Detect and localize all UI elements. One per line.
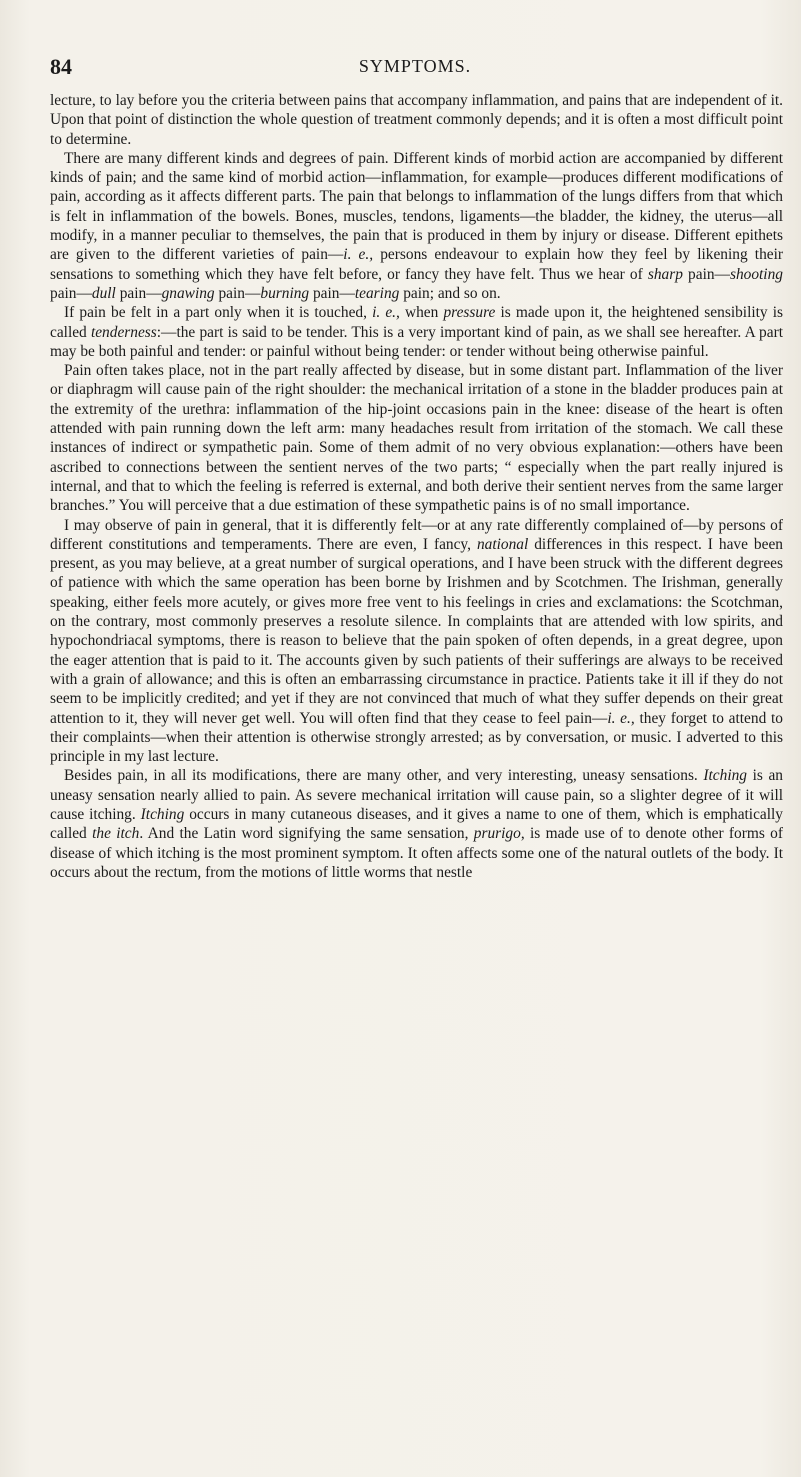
italic-term: i. e., — [607, 709, 635, 727]
italic-term: pressure — [443, 304, 496, 322]
paragraph: If pain be felt in a part only when it is touched, i. e., when pressure is made upon it, the heightened sensibility is called tenderness:—the part is said to be tender. This is a very important kind of pain, as we shall see hereafter. A part may be both painful and tender: or painful without being tender: or tender without being otherwise painful. — [50, 304, 783, 360]
paragraph: There are many different kinds and degrees of pain. Different kinds of morbid action are accompanied by different kinds of pain; and the same kind of morbid action—inflammation, for example—produces different modifications of pain, according as it affects different parts. The pain that belongs to inflammation of the lungs differs from that which is felt in inflammation of the bowels. Bones, muscles, tendons, ligaments—the bladder, the kidney, the uterus—all modify, in a manner peculiar to themselves, the pain that is produced in them by injury or disease. Different epithets are given to the different varieties of pain—i. e., persons endeavour to explain how they feel by likening their sensations to something which they have felt before, or fancy they have felt. Thus we hear of sharp pain—shooting pain—dull pain—gnawing pain—burning pain—tearing pain; and so on. — [50, 149, 784, 302]
italic-term: the itch — [92, 825, 140, 843]
running-title: SYMPTOMS. — [358, 56, 472, 76]
italic-term: gnawing — [161, 284, 215, 302]
italic-term: i. e., — [372, 304, 400, 322]
body-text — [50, 91, 783, 882]
italic-term: dull — [91, 284, 116, 302]
italic-term: national — [476, 535, 529, 553]
italic-term: shooting — [729, 265, 783, 283]
paragraph: I may observe of pain in general, that it is differently felt—or at any rate differently complained of—by persons of different constitutions and temperaments. There are even, I fancy, national differences in this respect. I have been present, as you may believe, at a great number of surgical operations, and I have been struck with the different degrees of patience with which the same operation has been borne by Irishmen and by Scotchmen. The Irishman, generally speaking, either feels more acutely, or gives more free vent to his feelings in cries and exclamations: the Scotchman, on the contrary, most commonly preserves a resolute silence. In complaints that are attended with low spirits, and hypochondriacal symptoms, there is reason to believe that the pain spoken of often depends, in a great degree, upon the eager attention that is paid to it. The accounts given by such patients of their sufferings are always to be received with a grain of allowance; and this is often an embarrassing circumstance in practice. Patients take it ill if they do not seem to be implicitly credited; and yet if they are not convinced that much of what they suffer depends on their great attention to it, they will never get well. You will often find that they cease to feel pain—i. e., they forget to attend to their complaints—when their attention is otherwise strongly arrested; as by conversation, or music. I adverted to this principle in my last lecture. — [50, 516, 783, 766]
italic-term: Itching — [140, 805, 185, 823]
paragraph: Pain often takes place, not in the part really affected by disease, but in some distant part. Inflammation of the liver or diaphragm will cause pain of the right shoulder: the mechanical irritation of a stone in the bladder produces pain at the extremity of the urethra: inflammation of the hip-joint occasions pain in the knee: disease of the heart is often attended with pain running down the left arm: many headaches result from irritation of the stomach. We call these instances of indirect or sympathetic pain. Some of them admit of no very obvious explanation:—others have been ascribed to connections between the sentient nerves of the two parts; “ especially when the part really injured is internal, and that to which the feeling is referred is external, and both derive their sentient nerves from the same larger branches.” You will perceive that a due estimation of these sympathetic pains is of no small importance. — [50, 362, 783, 515]
page-number: 84 — [50, 54, 72, 79]
italic-term: tenderness — [90, 323, 157, 341]
italic-term: Itching — [703, 767, 747, 785]
italic-term: burning — [260, 284, 310, 302]
paragraph: lecture, to lay before you the criteria between pains that accompany inflammation, and pains that are independent of it. Upon that point of distinction the whole question of treatment commonly depends; and it is often a most difficult point to determine. — [50, 92, 783, 148]
page-header — [50, 54, 780, 79]
italic-term: prurigo — [473, 825, 521, 843]
italic-term: sharp — [647, 265, 683, 283]
italic-term: tearing — [354, 284, 400, 302]
paragraph: Besides pain, in all its modifications, there are many other, and very interesting, uneasy sensations. Itching is an uneasy sensation nearly allied to pain. As severe mechanical irritation will cause pain, so a slighter degree of it will cause itching. Itching occurs in many cutaneous diseases, and it gives a name to one of them, which is emphatically called the itch. And the Latin word signifying the same sensation, prurigo, is made use of to denote other forms of disease of which itching is the most prominent symptom. It often affects some one of the natural outlets of the body. It occurs about the rectum, from the motions of little worms that nestle — [50, 767, 784, 881]
italic-term: i. e., — [343, 246, 374, 264]
